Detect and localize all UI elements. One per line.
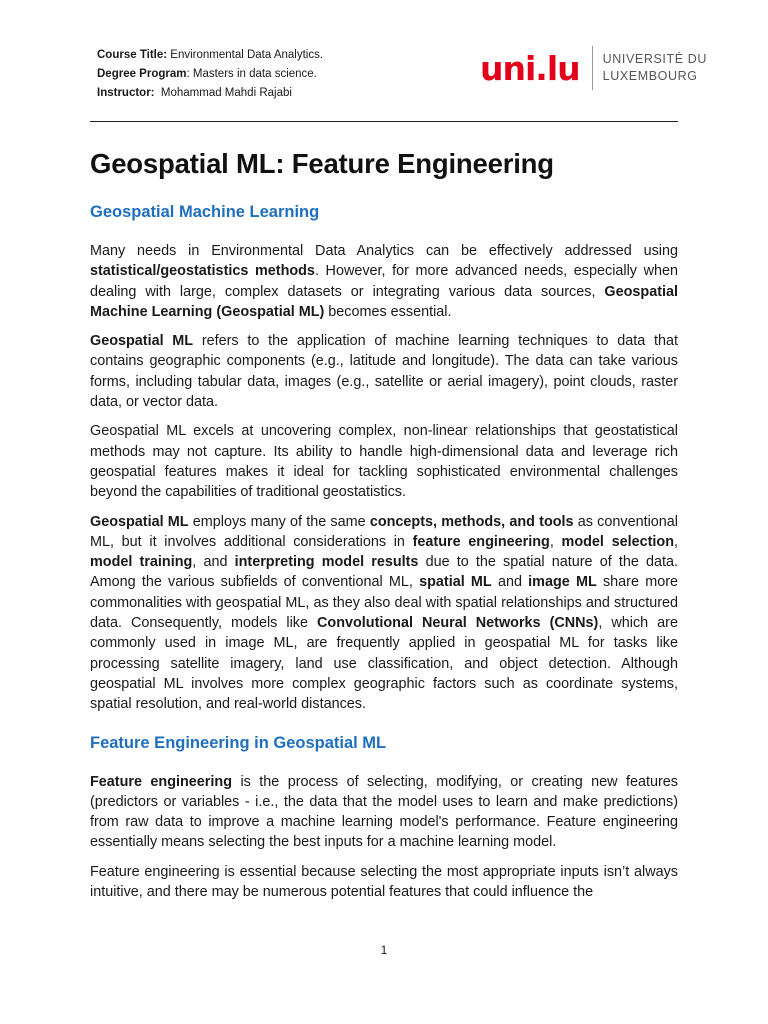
page-number: 1 [380, 943, 388, 957]
logo-divider [592, 46, 593, 90]
paragraph: Geospatial ML excels at uncovering complex, non-linear relationships that geostatistical methods may not capture. Its ability to handle high-dimensional data and leverage rich geospatial features makes it ideal for tackling sophisticated environmental challenges beyond the capabilities of traditional geostatistics. [90, 423, 678, 501]
degree: : Masters in data science. [186, 68, 317, 80]
logo-line-1: UNIVERSITÉ DU [602, 52, 707, 66]
paragraph: Feature engineering is essential because selecting the most appropriate inputs isn’t always intuitive, and there may be numerous potential features that could influence the [90, 863, 678, 901]
logo-line-2: LUXEMBOURG [602, 69, 698, 83]
paragraph: Geospatial ML refers to the application of machine learning techniques to data that contains geographic components (e.g., latitude and longitude). The data can take various forms, including tabular data, images (e.g., satellite or aerial imagery), point clouds, raster data, or vector data. [90, 333, 678, 411]
university-logo [480, 44, 707, 92]
main-content [90, 142, 678, 902]
section-heading: Feature Engineering in Geospatial ML [90, 733, 387, 752]
section-heading: Geospatial Machine Learning [90, 203, 320, 221]
course-info [97, 46, 323, 103]
degree-line [97, 65, 323, 84]
course-title: Environmental Data Analytics. [170, 49, 324, 61]
degree-label: Degree Program [97, 68, 187, 80]
paragraph: Many needs in Environmental Data Analytics can be effectively addressed using statistical/geostatistics methods. However, for more advanced needs, especially when dealing with large, complex datasets or integrating various data sources, Geospatial Machine Learning (Geospatial ML) becomes essential. [90, 243, 678, 320]
logo-mark: uni.lu [480, 48, 580, 88]
header-divider [90, 121, 678, 122]
instructor: Mohammad Mahdi Rajabi [160, 87, 292, 99]
instructor-line [97, 84, 323, 103]
instructor-label: Instructor: [97, 87, 155, 99]
paragraph: Geospatial ML employs many of the same concepts, methods, and tools as conventional ML, but it involves additional considerations in feature engineering, model selection, model training, and interpreting model results due to the spatial nature of the data. Among the various subfields of conventional ML, spatial ML and image ML share more commonalities with geospatial ML, as they also deal with spatial relationships and structured data. Consequently, models like Convolutional Neural Networks (CNNs), which are commonly used in image ML, are frequently applied in geospatial ML for tasks like processing satellite imagery, land use classification, and object detection. Although geospatial ML involves more complex geographic factors such as coordinate systems, spatial resolution, and real-world distances. [90, 513, 679, 713]
paragraph: Feature engineering is the process of selecting, modifying, or creating new features (predictors or variables - i.e., the data that the model uses to learn and make predictions) from raw data to improve a machine learning model's performance. Feature engineering essentially means selecting the best inputs for a machine learning model. [90, 773, 678, 851]
page-title: Geospatial ML: Feature Engineering [90, 148, 554, 179]
course-title-label: Course Title: [97, 49, 168, 61]
course-title-line [97, 46, 323, 65]
logo-text [603, 51, 707, 85]
